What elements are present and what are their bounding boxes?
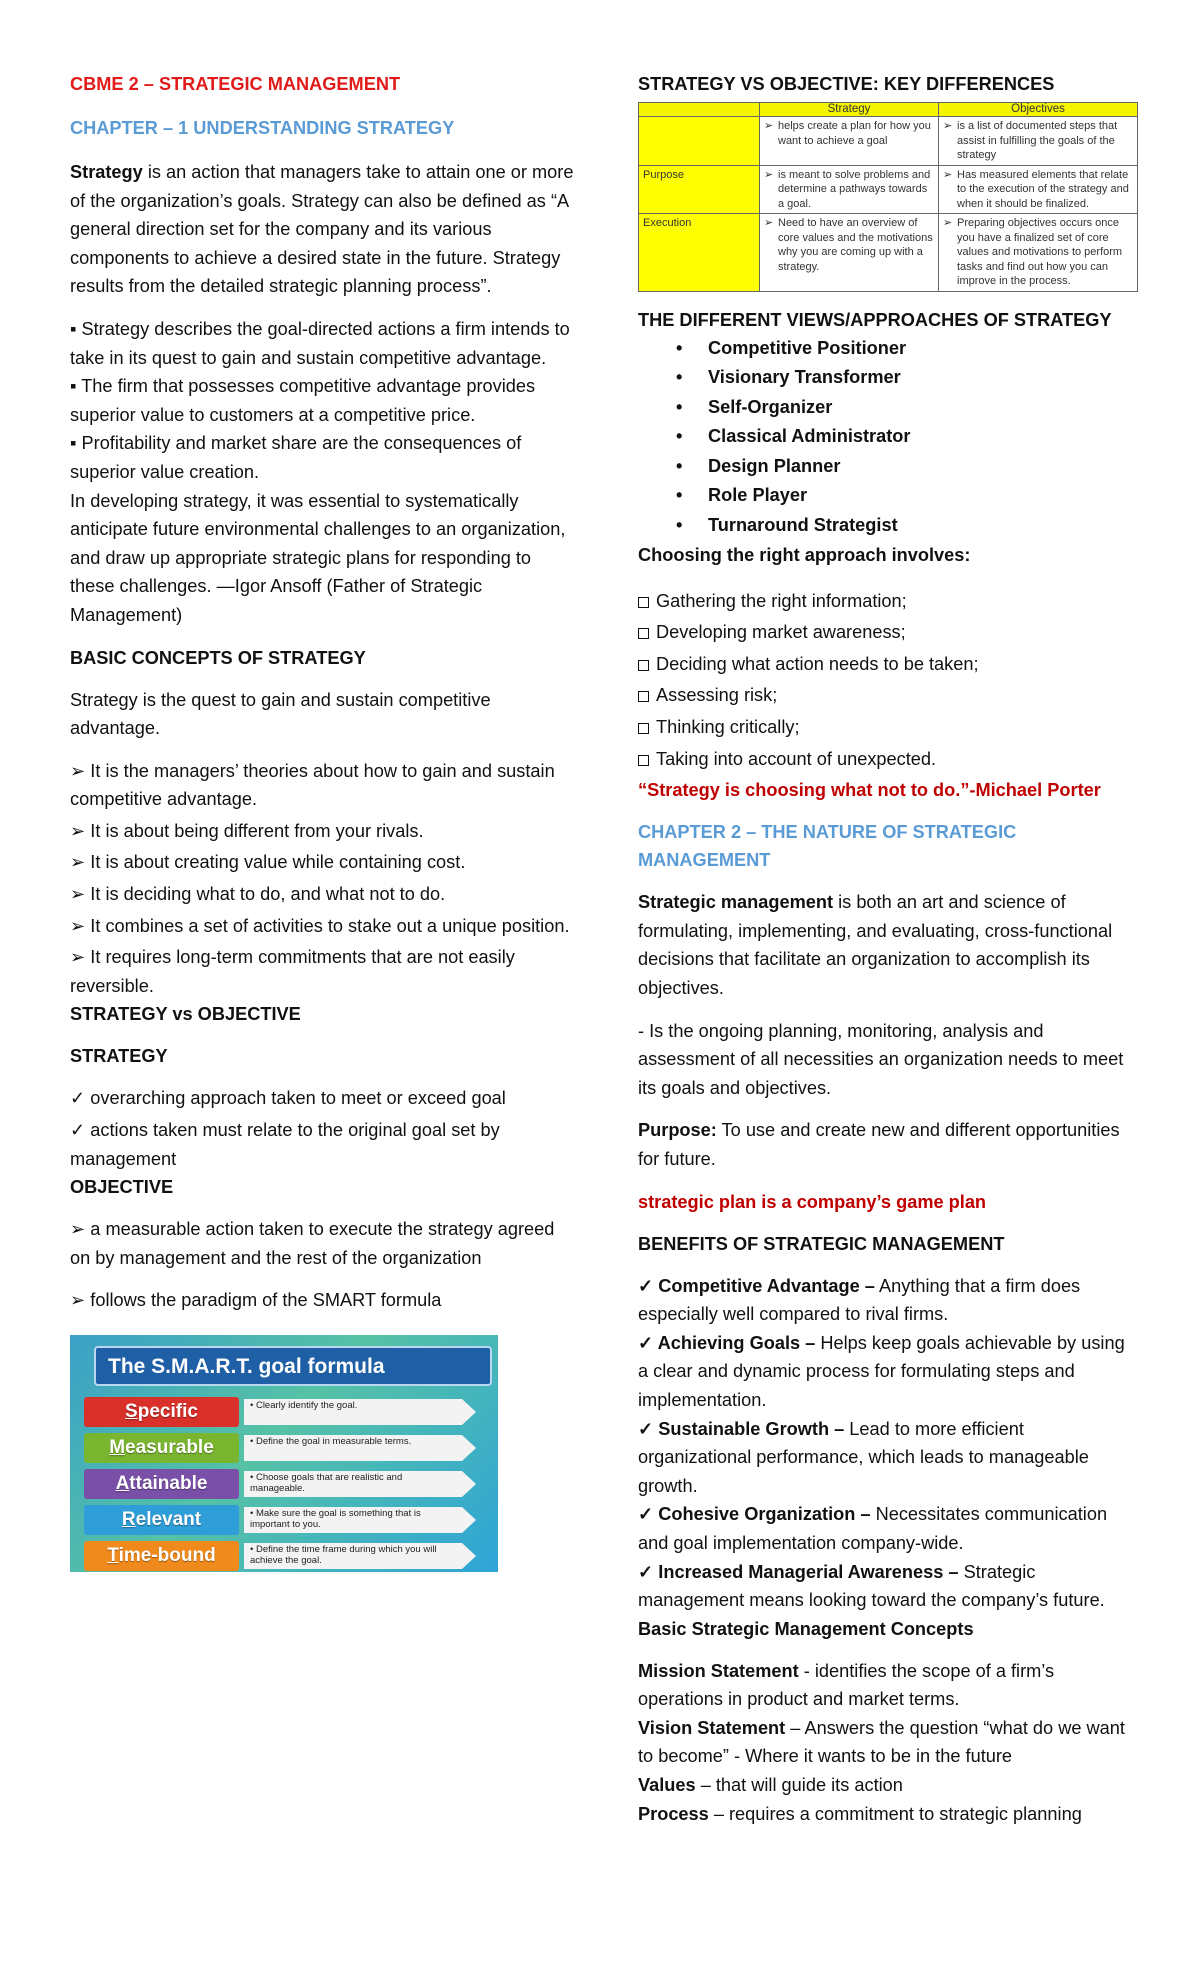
smart-description: • Make sure the goal is something that is important to you.	[244, 1507, 462, 1533]
arrow-bullet-icon: ➢	[764, 168, 774, 181]
objective-text: Preparing objectives occurs once you have a finalized set of core values and motivations to perform tasks and find out how you can improve in the process.	[957, 217, 1123, 287]
row-label: Purpose	[639, 165, 760, 214]
checkbox-square-icon	[638, 755, 649, 766]
list-item: • Classical Administrator	[638, 422, 1138, 452]
objective-cell	[939, 165, 1138, 214]
basic-concepts-intro: Strategy is the quest to gain and sustain competitive advantage.	[70, 689, 491, 739]
cell-content	[764, 168, 934, 212]
benefit-item	[638, 1558, 1138, 1615]
checkbox-square-icon	[638, 660, 649, 671]
concept-title: Mission Statement	[638, 1660, 799, 1681]
checkbox-square-icon	[638, 597, 649, 608]
concept-text: - identifies the scope of a firm’s operations in product and market terms.	[638, 1660, 1055, 1710]
choosing-heading: Choosing the right approach involves:	[638, 544, 971, 565]
list-item-text: Gathering the right information;	[656, 590, 907, 611]
cell-content	[764, 119, 934, 148]
benefit-title: ✓ Competitive Advantage –	[638, 1275, 875, 1296]
checkbox-square-icon	[638, 691, 649, 702]
smart-word: easurable	[125, 1437, 214, 1458]
benefit-title: ✓ Sustainable Growth –	[638, 1418, 845, 1439]
smart-pill	[84, 1397, 239, 1427]
key-differences-heading: STRATEGY VS OBJECTIVE: KEY DIFFERENCES	[638, 74, 1055, 94]
benefit-title: ✓ Increased Managerial Awareness –	[638, 1561, 959, 1582]
objective-item: ➢ a measurable action taken to execute the strategy agreed on by management and the rest of the organization	[70, 1219, 555, 1268]
smart-arrow-icon	[462, 1435, 476, 1461]
list-item: • Visionary Transformer	[638, 363, 1138, 393]
list-item	[638, 650, 1138, 679]
strategy-text: Need to have an overview of core values and the motivations why you are coming up with a strategy.	[778, 217, 933, 273]
concept-title: Values	[638, 1775, 696, 1796]
strategy-cell	[760, 117, 939, 166]
smart-title: The S.M.A.R.T. goal formula	[94, 1346, 492, 1386]
smart-arrow-icon	[462, 1399, 476, 1425]
strategy-heading: STRATEGY	[70, 1046, 168, 1067]
smart-arrow-icon	[462, 1543, 476, 1569]
square-bullet-2: ▪ The firm that possesses competitive advantage provides superior value to customers at a competitive price.	[70, 376, 536, 425]
smart-initial: T	[107, 1545, 119, 1566]
game-plan-line: strategic plan is a company’s game plan	[638, 1191, 987, 1212]
cell-content	[764, 216, 934, 274]
smart-pill	[84, 1541, 239, 1571]
benefit-text: Helps keep goals achievable by using a clear and dynamic process for formulating steps and implementation.	[638, 1332, 1125, 1410]
benefit-text: Anything that a firm does especially well compared to rival firms.	[638, 1275, 1081, 1325]
list-item: • Role Player	[638, 481, 1138, 511]
objective-cell	[939, 117, 1138, 166]
concept-item	[638, 1714, 1138, 1771]
concepts-list	[638, 1657, 1138, 1829]
arrow-bullet-icon: ➢	[943, 217, 953, 229]
concepts-heading: Basic Strategic Management Concepts	[638, 1618, 974, 1639]
porter-quote: “Strategy is choosing what not to do.”-Michael Porter	[638, 780, 1101, 801]
list-item	[638, 681, 1138, 710]
list-item	[638, 745, 1138, 774]
objective-text: is a list of documented steps that assist in fulfilling the goals of the strategy	[957, 120, 1118, 161]
smart-goal-image	[70, 1335, 498, 1572]
smart-initial: A	[115, 1473, 130, 1494]
table-row	[639, 165, 1138, 214]
objective-cell	[939, 214, 1138, 292]
basic-item: ➢ It is the managers’ theories about how to gain and sustain competitive advantage.	[70, 760, 555, 810]
strategy-cell	[760, 165, 939, 214]
smart-description: • Define the time frame during which you will achieve the goal.	[244, 1543, 462, 1569]
square-bullet-3: ▪ Profitability and market share are the consequences of superior value creation.	[70, 433, 522, 482]
concept-item	[638, 1657, 1138, 1714]
smart-initial: M	[109, 1437, 126, 1458]
smart-description: • Clearly identify the goal.	[244, 1399, 462, 1425]
smart-row	[84, 1541, 484, 1571]
cell-content	[943, 216, 1133, 289]
smart-row	[84, 1469, 484, 1499]
smart-description: • Choose goals that are realistic and manageable.	[244, 1471, 462, 1497]
smart-word: ime-bound	[118, 1545, 216, 1566]
smart-row	[84, 1505, 484, 1535]
strategy-cell	[760, 214, 939, 292]
concept-item	[638, 1800, 1138, 1829]
basic-item: ➢ It is about creating value while containing cost.	[70, 852, 466, 873]
row-label: Execution	[639, 214, 760, 292]
list-item: • Turnaround Strategist	[638, 511, 1138, 541]
list-item-text: Assessing risk;	[656, 685, 778, 706]
ansoff-quote: In developing strategy, it was essential to systematically anticipate future environmental challenges to an organization, and draw up appropriate strategic plans for responding to these challenges. —Igor Ansoff (Father of Strategic Management)	[70, 490, 566, 625]
list-item-text: Thinking critically;	[656, 717, 800, 738]
list-item	[638, 587, 1138, 616]
table-header-objectives: Objectives	[939, 103, 1138, 117]
list-item-text: Deciding what action needs to be taken;	[656, 653, 979, 674]
chapter-2-heading: CHAPTER 2 – THE NATURE OF STRATEGIC MANAGEMENT	[638, 822, 1017, 871]
benefit-title: ✓ Achieving Goals –	[638, 1332, 816, 1353]
row-label	[639, 117, 760, 166]
smart-initial: S	[125, 1401, 138, 1422]
right-column	[638, 70, 1138, 1828]
list-item	[638, 618, 1138, 647]
document-title: CBME 2 – STRATEGIC MANAGEMENT	[70, 74, 401, 94]
views-heading: THE DIFFERENT VIEWS/APPROACHES OF STRATEGY	[638, 309, 1112, 330]
list-item-text: Taking into account of unexpected.	[656, 748, 937, 769]
smart-word: ttainable	[129, 1473, 208, 1494]
table-row	[639, 214, 1138, 292]
objective-item: ➢ follows the paradigm of the SMART formula	[70, 1290, 442, 1311]
benefits-list	[638, 1272, 1138, 1615]
benefit-text: Necessitates communication and goal implementation company-wide.	[638, 1504, 1108, 1553]
basic-item: ➢ It requires long-term commitments that are not easily reversible.	[70, 947, 515, 996]
arrow-bullet-icon: ➢	[764, 120, 774, 132]
smart-arrow-icon	[462, 1507, 476, 1533]
list-item-text: Developing market awareness;	[656, 622, 906, 643]
concept-text: – Answers the question “what do we want to become” - Where it wants to be in the future	[638, 1717, 1125, 1767]
benefit-item	[638, 1329, 1138, 1415]
objective-text: Has measured elements that relate to the execution of the strategy and when it should be finalized.	[957, 168, 1129, 210]
table-header-strategy: Strategy	[760, 103, 939, 117]
table-header-blank	[639, 103, 760, 117]
smart-arrow-icon	[462, 1471, 476, 1497]
smart-description: • Define the goal in measurable terms.	[244, 1435, 462, 1461]
smart-row	[84, 1433, 484, 1463]
list-item: • Competitive Positioner	[638, 334, 1138, 364]
left-column	[70, 70, 575, 1572]
list-item: • Self-Organizer	[638, 393, 1138, 423]
list-item: • Design Planner	[638, 452, 1138, 482]
strategy-definition: Strategy is an action that managers take to attain one or more of the organization’s goals. Strategy can also be defined as “A general direction set for the company and its various components to achieve a desired state in the future. Strategy results from the detailed strategic planning process”.	[70, 162, 574, 297]
smart-initial: R	[121, 1509, 136, 1530]
benefit-item	[638, 1500, 1138, 1557]
smart-word: pecific	[137, 1401, 198, 1422]
basic-item: ➢ It combines a set of activities to stake out a unique position.	[70, 915, 570, 936]
chapter-1-heading: CHAPTER – 1 UNDERSTANDING STRATEGY	[70, 118, 455, 138]
concept-text: – requires a commitment to strategic planning	[708, 1803, 1082, 1824]
benefit-item	[638, 1272, 1138, 1329]
benefit-text: Lead to more efficient organizational performance, which leads to manageable growth.	[638, 1418, 1089, 1496]
concept-item	[638, 1771, 1138, 1800]
smart-pill	[84, 1469, 239, 1499]
concept-title: Vision Statement	[638, 1717, 786, 1738]
smart-pill	[84, 1433, 239, 1463]
checkbox-square-icon	[638, 628, 649, 639]
strategy-item: ✓ overarching approach taken to meet or exceed goal	[70, 1088, 506, 1109]
arrow-bullet-icon: ➢	[764, 217, 774, 229]
choosing-list	[638, 587, 1138, 774]
benefit-title: ✓ Cohesive Organization –	[638, 1504, 871, 1525]
benefit-text: Strategic management means looking toward the company’s future.	[638, 1561, 1105, 1611]
benefit-item	[638, 1415, 1138, 1501]
concept-title: Process	[638, 1803, 709, 1824]
purpose-line: Purpose: To use and create new and different opportunities for future.	[638, 1120, 1120, 1169]
strategic-management-definition: Strategic management is both an art and science of formulating, implementing, and evaluating, cross-functional decisions that facilitate an organization to accomplish its objectives.	[638, 892, 1113, 998]
cell-content	[943, 168, 1133, 212]
table-row	[639, 117, 1138, 166]
objective-heading: OBJECTIVE	[70, 1177, 174, 1198]
benefits-heading: BENEFITS OF STRATEGIC MANAGEMENT	[638, 1233, 1005, 1254]
smart-pill	[84, 1505, 239, 1535]
square-bullet-1: ▪ Strategy describes the goal-directed actions a firm intends to take in its quest to gain and sustain competitive advantage.	[70, 318, 570, 368]
strategy-text: is meant to solve problems and determine a pathways towards a goal.	[778, 168, 931, 210]
list-item	[638, 713, 1138, 742]
strategy-vs-objective-heading: STRATEGY vs OBJECTIVE	[70, 1004, 301, 1025]
smart-word: elevant	[135, 1509, 202, 1530]
basic-item: ➢ It is about being different from your rivals.	[70, 820, 424, 841]
basic-concepts-heading: BASIC CONCEPTS OF STRATEGY	[70, 647, 366, 668]
basic-item: ➢ It is deciding what to do, and what not to do.	[70, 884, 446, 905]
cell-content	[943, 119, 1133, 163]
strategy-item: ✓ actions taken must relate to the original goal set by management	[70, 1120, 500, 1169]
arrow-bullet-icon: ➢	[943, 120, 953, 132]
views-list	[638, 334, 1138, 541]
smart-row	[84, 1397, 484, 1427]
concept-text: – that will guide its action	[695, 1775, 903, 1796]
key-differences-table	[638, 102, 1138, 292]
arrow-bullet-icon: ➢	[943, 168, 953, 181]
checkbox-square-icon	[638, 723, 649, 734]
ongoing-definition: - Is the ongoing planning, monitoring, analysis and assessment of all necessities an organization needs to meet its goals and objectives.	[638, 1020, 1124, 1098]
strategy-text: helps create a plan for how you want to achieve a goal	[778, 120, 931, 147]
